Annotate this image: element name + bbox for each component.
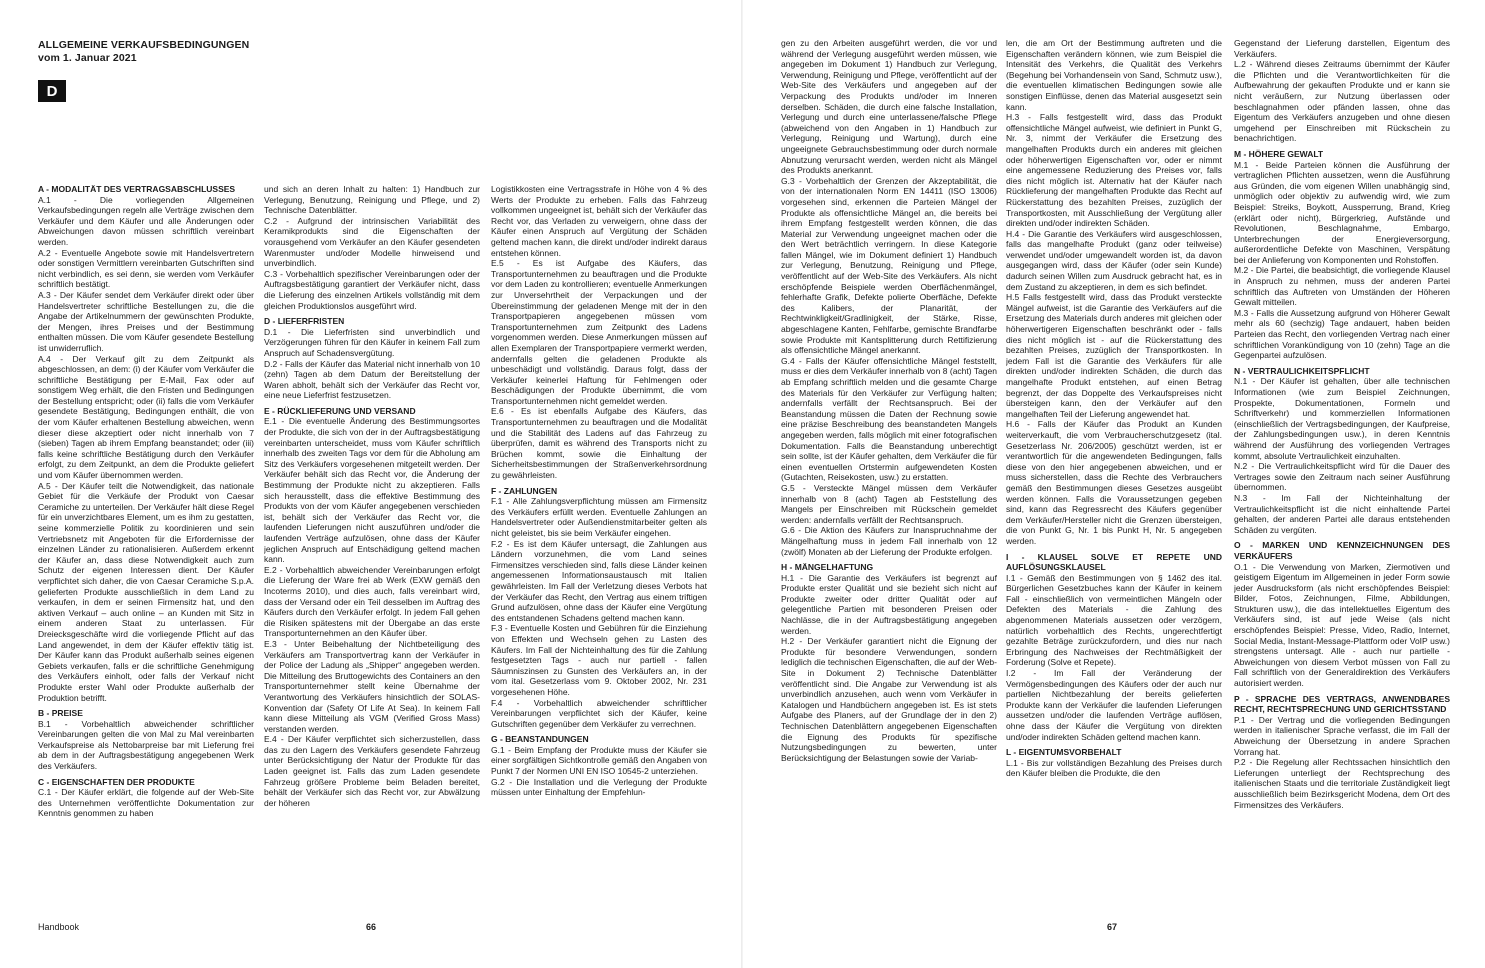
clause-paragraph: C.2 - Aufgrund der intrinsischen Variabilität des Keramikprodukts sind die Eigenschaften der vorausgehend vom Verkäufer an den Käufer gesendeten Warenmuster und/oder Modelle hinweisend und unverbindlich. xyxy=(264,215,480,269)
clause-paragraph: M.3 - Falls die Aussetzung aufgrund von Höherer Gewalt mehr als 60 (sechzig) Tage andauert, haben beiden Parteien das Recht, den vorliegenden Vertrag nach einer schriftlichen Vorankündigung von 10 (zehn) Tage an die Gegenpartei aufzulösen. xyxy=(1234,307,1450,361)
clause-paragraph: H.6 - Falls der Käufer das Produkt an Kunden weiterverkauft, die vom Verbraucherschutzgesetz (ital. Gesetzerlass Nr. 206/2005) geschützt werden, ist er verantwortlich für die angewendeten Bedingungen, falls diese von den hier angegebenen abweichen, und er muss sicherstellen, dass die Rechte des Verbrauchers gemäß den Bestimmungen dieses Gesetzes ausgeübt werden können. Falls die Voraussetzungen gegeben sind, kann das Regressrecht des Käufers gegenüber dem Verkäufer/Hersteller nicht die Grenzen übersteigen, die von Punkt G, Nr. 1 bis Punkt H, Nr. 5 angegeben werden. xyxy=(1006,419,1222,546)
clause-paragraph: D.1 - Die Lieferfristen sind unverbindlich und Verzögerungen führen für den Käufer in keinem Fall zum Anspruch auf Schadensvergütung. xyxy=(264,326,480,358)
document-date: vom 1. Januar 2021 xyxy=(38,52,137,64)
text-column-4 xyxy=(781,38,997,908)
clause-paragraph: G.4 - Falls der Käufer offensichtliche Mängel feststellt, muss er dies dem Verkäufer innerhalb von 8 (acht) Tagen ab Empfang schriftlich melden und die gesamte Charge des Materials für den Verkäufer zur Verfügung halten; andernfalls verfällt der Rechtsanspruch. Bei der Beanstandung müssen die Daten der Rechnung sowie eine präzise Beschreibung des beanstandeten Mangels angegeben werden, falls möglich mit einer fotografischen Dokumentation. Falls die Beanstandung unberechtigt sein sollte, ist der Käufer gehalten, dem Verkäufer die für einen eventuellen Ortstermin aufgewendeten Kosten (Gutachten, Reisekosten, usw.) zu erstatten. xyxy=(781,355,997,483)
section-heading: N - VERTRAULICHKEITSPFLICHT xyxy=(1234,365,1370,376)
clause-paragraph: G.3 - Vorbehaltlich der Grenzen der Akzeptabilität, die von der internationalen Norm EN 14411 (ISO 13006) vorgesehen sind, erkennen die Parteien Mängel der Produkte als offensichtliche Mängel an, die bereits bei ihrem Empfang festgestellt werden können, die das Material zur Verwendung ungeeignet machen oder die den Wert beträchtlich verringern. In diese Kategorie fallen Mängel, wie im Dokument definiert 1) Handbuch zur Verlegung, Benutzung, Reinigung und Pflege, veröffentlicht auf der Web-Site des Verkäufers. Als nicht erschöpfende Beispiele werden Oberflächenmängel, fehlerhafte Grafik, Defekte polierte Oberfläche, Defekte des Kalibers, der Planarität, der Rechtwinkligkeit/Gradlinigkeit, der Stärke, Risse, abgeschlagene Kanten, Fehlfarbe, gemischte Brandfarbe sowie Produkte mit Kantsplitterung durch Rettifizierung als offensichtliche Mängel anerkannt. xyxy=(781,175,997,356)
clause-paragraph: C.1 - Der Käufer erklärt, die folgende auf der Web-Site des Unternehmen veröffentlichte Dokumentation zur Kenntnis genommen zu haben xyxy=(38,787,254,819)
clause-paragraph: H.5 Falls festgestellt wird, dass das Produkt versteckte Mängel aufweist, ist die Garantie des Verkäufers auf die Ersetzung des Materials durch anderes mit gleichen oder höherwertigeren Eigenschaften beschränkt oder - falls dies nicht möglich ist - auf die Rückerstattung des bezahlten Preises, zuzüglich der Transportkosten. In jedem Fall ist die Garantie des Verkäufers für alle direkten und/oder indirekten Schäden, die durch das mangelhafte Produkt entstehen, auf einen Betrag begrenzt, der das Doppelte des Verkaufspreises nicht übersteigen kann, den der Verkäufer auf den mangelhaften Teil der Lieferung angewendet hat. xyxy=(1006,292,1222,419)
section-heading: D - LIEFERFRISTEN xyxy=(264,316,345,327)
clause-paragraph: G.2 - Die Installation und die Verlegung der Produkte müssen unter Einhaltung der Empfehlun- xyxy=(491,776,707,798)
clause-paragraph: I.2 - Im Fall der Veränderung der Vermögensbedingungen des Käufers oder der auch nur partiellen Nichtbezahlung der bereits gelieferten Produkte kann der Verkäufer die laufenden Lieferungen aussetzen und/oder die laufenden Verträge auflösen, ohne dass der Käufer die Vergütung von direkten und/oder indirekten Schäden geltend machen kann. xyxy=(1006,668,1222,742)
section-heading: A - MODALITÄT DES VERTRAGSABSCHLUSSES xyxy=(38,184,236,194)
clause-paragraph: E.4 - Der Käufer verpflichtet sich sicherzustellen, dass das zu den Lagern des Verkäufers gesendete Fahrzeug unter Berücksichtigung der Natur der Produkte für das Laden geeignet ist. Falls das zum Laden gesendete Fahrzeug größere Probleme beim Beladen bereitet, behält der Verkäufer sich das Recht vor, zur Abwälzung der höheren xyxy=(264,734,480,808)
clause-paragraph: P.1 - Der Vertrag und die vorliegenden Bedingungen werden in italienischer Sprache verfasst, die im Fall der Abweichung der Übersetzung in andere Sprachen Vorrang hat. xyxy=(1234,714,1450,757)
clause-paragraph: N.2 - Die Vertraulichkeitspflicht wird für die Dauer des Vertrages sowie den Zeitraum nach seiner Ausführung übernommen. xyxy=(1234,461,1450,493)
clause-paragraph: L.1 - Bis zur vollständigen Bezahlung des Preises durch den Käufer bleiben die Produkte, die den xyxy=(1006,757,1222,779)
clause-paragraph: H.4 - Die Garantie des Verkäufers wird ausgeschlossen, falls das mangelhafte Produkt (ganz oder teilweise) verwendet und/oder umgewandelt worden ist, da davon ausgegangen wird, dass der Käufer (oder sein Kunde) dadurch seinen Willen zum Ausdruck gebracht hat, es in dem Zustand zu akzeptieren, in dem es sich befindet. xyxy=(1006,228,1222,292)
clause-paragraph: G.6 - Die Aktion des Käufers zur Inanspruchnahme der Mängelhaftung muss in jedem Fall innerhalb von 12 (zwölf) Monaten ab der Lieferung der Produkte erfolgen. xyxy=(781,525,997,557)
text-column-5 xyxy=(1006,38,1222,908)
clause-paragraph: G.1 - Beim Empfang der Produkte muss der Käufer sie einer sorgfältigen Sichtkontrolle gemäß den Angaben von Punkt 7 der Normen UNI EN ISO 10545-2 unterziehen. xyxy=(491,744,707,777)
clause-paragraph: B.1 - Vorbehaltlich abweichender schriftlicher Vereinbarungen gelten die von Mal zu Mal vereinbarten Verkaufspreise als Nettobarpreise bar mit Lieferung frei ab dem in der Auftragsbestätigung angegebenen Werk des Verkäufers. xyxy=(38,718,254,772)
text-column-2 xyxy=(264,184,480,908)
clause-paragraph: F.3 - Eventuelle Kosten und Gebühren für die Einziehung von Effekten und Wechseln gehen zu Lasten des Käufers. Im Fall der Nichteinhaltung des für die Zahlung festgesetzten Tags - auch nur partiell - fallen Säumniszinsen zu Gunsten des Verkäufers an, in der vom ital. Gesetzerlass vom 9. Oktober 2002, Nr. 231 vorgesehenen Höhe. xyxy=(491,623,707,697)
clause-paragraph: len, die am Ort der Bestimmung auftreten und die Eigenschaften verändern können, wie zum Beispiel die Intensität des Verkehrs, die Qualität des Verkehrs (Begehung bei Vorhandensein von Sand, Schmutz usw.), die eventuellen klimatischen Bedingungen sowie alle sonstigen Einflüsse, denen das Material ausgesetzt sein kann. xyxy=(1006,38,1222,112)
clause-paragraph: H.3 - Falls festgestellt wird, dass das Produkt offensichtliche Mängel aufweist, wie definiert in Punkt G, Nr. 3, nimmt der Verkäufer die Ersetzung des mangelhaften Produkts durch ein anderes mit gleichen oder höherwertigen Eigenschaften vor, oder er nimmt eine angemessene Reduzierung des Preises vor, falls dies nicht möglich ist. Alternativ hat der Käufer nach Rücklieferung der mangelhaften Produkte das Recht auf Rückerstattung des bezahlten Preises, zuzüglich der Transportkosten, mit Ausschließung der Vergütung aller direkten und/oder indirekten Schäden. xyxy=(1006,112,1222,229)
clause-paragraph: Gegenstand der Lieferung darstellen, Eigentum des Verkäufers. xyxy=(1234,38,1450,59)
clause-paragraph: C.3 - Vorbehaltlich spezifischer Vereinbarungen oder der Auftragsbestätigung garantiert der Verkäufer nicht, dass die Lieferung des einzelnen Artikels vollständig mit dem gleichen Produktionslos ausgeführt wird. xyxy=(264,268,480,311)
section-heading: H - MÄNGELHAFTUNG xyxy=(781,562,874,573)
clause-paragraph: D.2 - Falls der Käufer das Material nicht innerhalb von 10 (zehn) Tagen ab dem Datum der Bereitstellung der Waren abholt, behält sich der Verkäufer das Recht vor, eine neue Lieferfrist festzusetzen. xyxy=(264,358,480,401)
clause-paragraph: gen zu den Arbeiten ausgeführt werden, die vor und während der Verlegung ausgeführt werden müssen, wie angegeben im Dokument 1) Handbuch zur Verlegung, Verwendung, Reinigung und Pflege, veröffentlicht auf der Web-Site des Verkäufers und angegeben auf der Verpackung des Produkts und/oder im Inneren derselben. Schäden, die durch eine falsche Installation, Verlegung und durch eine unterlassene/falsche Pflege (abweichend von den Angaben in 1) Handbuch zur Verlegung, Reinigung und Wartung), durch eine ungeeignete Gebrauchsbestimmung oder durch normale Abnutzung verursacht werden, werden nicht als Mängel des Produkts anerkannt. xyxy=(781,38,997,176)
clause-paragraph: F.2 - Es ist dem Käufer untersagt, die Zahlungen aus Ländern vorzunehmen, die vom Land seines Firmensitzes verschieden sind, falls diese Länder keinen angemessenen Informationsaustausch mit Italien gewährleisten. Im Fall der Verletzung dieses Verbots hat der Verkäufer das Recht, den Vertrag aus einem triftigen Grund aufzulösen, ohne dass der Käufer eine Vergütung des entstandenen Schadens geltend machen kann. xyxy=(491,538,707,623)
clause-paragraph: P.2 - Die Regelung aller Rechtssachen hinsichtlich den Lieferungen unterliegt der Rechtsprechung des italienischen Staats und die territoriale Zuständigkeit liegt ausschließlich beim Bezirksgericht Modena, dem Ort des Firmensitzes des Verkäufers. xyxy=(1234,757,1450,810)
language-badge: D xyxy=(38,80,66,102)
clause-paragraph: M.2 - Die Partei, die beabsichtigt, die vorliegende Klausel in Anspruch zu nehmen, muss der anderen Partei schriftlich das Auftreten von Umständen der Höheren Gewalt mitteilen. xyxy=(1234,265,1450,308)
section-heading: F - ZAHLUNGEN xyxy=(491,485,558,496)
text-column-6 xyxy=(1234,38,1450,908)
section-heading: M - HÖHERE GEWALT xyxy=(1234,148,1324,159)
section-heading: G - BEANSTANDUNGEN xyxy=(491,734,589,745)
section-heading: B - PREISE xyxy=(38,708,83,719)
page-gutter xyxy=(741,0,743,968)
section-heading: L - EIGENTUMSVORBEHALT xyxy=(1006,747,1122,758)
clause-paragraph: L.2 - Während dieses Zeitraums übernimmt der Käufer die Pflichten und die Verantwortlichkeiten für die Aufbewahrung der gekauften Produkte und er kann sie nicht veräußern, zur Nutzung überlassen oder beschlagnahmen oder pfänden lassen, ohne das Eigentum des Verkäufers anzugeben und ohne diesen umgehend per Einschreiben mit Rückschein zu benachrichtigen. xyxy=(1234,59,1450,144)
clause-paragraph: N.1 - Der Käufer ist gehalten, über alle technischen Informationen (wie zum Beispiel Zeichnungen, Prospekte, Dokumentationen, Formeln und Schriftverkehr) und kommerziellen Informationen (einschließlich der Vertragsbedingungen, der Kaufpreise, der Zahlungsbedingungen usw.), in deren Kenntnis während der Ausführung des vorliegenden Vertrages kommt, absolute Vertraulichkeit einzuhalten. xyxy=(1234,376,1450,461)
page-number-right: 67 xyxy=(1107,922,1118,932)
clause-paragraph: A.2 - Eventuelle Angebote sowie mit Handelsvertretern oder sonstigen Vermittlern vereinbarten Gutschriften sind nicht verbindlich, es sei denn, sie werden vom Verkäufer schriftlich bestätigt. xyxy=(38,247,254,290)
clause-paragraph: E.5 - Es ist Aufgabe des Käufers, das Transportunternehmen zu beauftragen und die Produkte vor dem Laden zu kontrollieren; eventuelle Anmerkungen zur Unversehrtheit der Verpackungen und der Übereinstimmung der geladenen Menge mit der in den Transportpapieren angegebenen müssen vom Transportunternehmen zum Zeitpunkt des Ladens vorgenommen werden. Diese Anmerkungen müssen auf allen Exemplaren der Transportpapiere vermerkt werden, andernfalls gelten die geladenen Produkte als unbeschädigt und vollständig. Daraus folgt, dass der Verkäufer keinerlei Haftung für Fehlmengen oder Beschädigungen der Produkte übernimmt, die vom Transportunternehmen nicht gemeldet werden. xyxy=(491,258,707,406)
clause-paragraph: A.5 - Der Käufer teilt die Notwendigkeit, das nationale Gebiet für die Verkäufe der Produkt von Caesar Ceramiche zu unterteilen. Der Verkäufer hält diese Regel für ein unverzichtbares Element, um es ihm zu gestatten, seine kommerzielle Politik zu koordinieren und sein Vertriebsnetz mit Angeboten für die Erfordernisse der einzelnen Länder zu rationalisieren. Außerdem erkennt der Käufer an, dass diese Notwendigkeit auch zum Schutz der eigenen Interessen dient. Der Käufer verpflichtet sich daher, die von Caesar Ceramiche S.p.A. gelieferten Produkte ausschließlich in dem Land zu verkaufen, in dem er seinen Firmensitz hat, und den aktiven Verkauf – auch online – an Kunden mit Sitz in einem anderen Staat zu unterlassen. Für Dreiecksgeschäfte wird die vorliegende Pflicht auf das Land angewendet, in dem der Käufer effektiv tätig ist. Der Käufer kann das Produkt außerhalb seines eigenen Gebiets verkaufen, falls er die schriftliche Genehmigung des Verkäufers einholt, oder falls der Verkauf nicht Produkte erster Wahl oder Produkte außerhalb der Produktion betrifft. xyxy=(38,480,254,703)
document-title-block xyxy=(38,39,249,65)
clause-paragraph: E.1 - Die eventuelle Änderung des Bestimmungsortes der Produkte, die sich von der in der Auftragsbestätigung vereinbarten unterscheidet, muss vom Käufer schriftlich innerhalb des zweiten Tags vor dem für die Abholung am Sitz des Verkäufers vorgesehenen mitgeteilt werden. Der Verkäufer behält sich das Recht vor, die Änderung der Bestimmung der Produkte nicht zu akzeptieren. Falls sich herausstellt, dass die effektive Bestimmung des Produkts von der vom Käufer angegebenen verschieden ist, behält sich der Verkäufer das Recht vor, die laufenden Lieferungen nicht auszuführen und/oder die laufenden Verträge aufzulösen, ohne dass der Käufer jeglichen Anspruch auf Entschädigung geltend machen kann. xyxy=(264,416,480,565)
clause-paragraph: M.1 - Beide Parteien können die Ausführung der vertraglichen Pflichten aussetzen, wenn die Ausführung aus Gründen, die vom eigenen Willen unabhängig sind, unmöglich oder objektiv zu aufwendig wird, wie zum Beispiel: Streiks, Boykott, Aussperrung, Brand, Krieg (erklärt oder nicht), Bürgerkrieg, Aufstände und Revolutionen, Beschlagnahme, Embargo, Unterbrechungen der Energieversorgung, außerordentliche Defekte von Maschinen, Verspätung bei der Anlieferung von Komponenten und Rohstoffen. xyxy=(1234,159,1450,265)
text-column-3 xyxy=(491,184,707,908)
section-heading: I - KLAUSEL SOLVE ET REPETE UND AUFLÖSUNGSKLAUSEL xyxy=(1006,551,1222,573)
clause-paragraph: H.2 - Der Verkäufer garantiert nicht die Eignung der Produkte für besondere Verwendungen, sondern lediglich die technischen Eigenschaften, die auf der Web-Site in Dokument 2) Technische Datenblätter veröffentlicht sind. Die Angabe zur Verwendung ist als unverbindlich anzusehen, auch wenn vom Verkäufer in Katalogen und Handbüchern angegeben ist. Es ist stets Aufgabe des Planers, auf der Grundlage der in den 2) Technischen Datenblättern angegebenen Eigenschaften die Eignung des Produkts für spezifische Nutzungsbedingungen zu bewerten, unter Berücksichtigung der Belastungen sowie der Variab- xyxy=(781,636,997,763)
clause-paragraph: N.3 - Im Fall der Nichteinhaltung der Vertraulichkeitspflicht ist die nicht einhaltende Partei gehalten, der anderen Partei alle daraus entstehenden Schäden zu vergüten. xyxy=(1234,492,1450,535)
clause-paragraph: F.4 - Vorbehaltlich abweichender schriftlicher Vereinbarungen verpflichtet sich der Käufer, keine Gutschriften gegenüber dem Verkäufer zu verrechnen. xyxy=(491,697,707,729)
section-heading: P - SPRACHE DES VERTRAGS, ANWENDBARES RECHT, RECHTSPRECHUNG UND GERICHTSSTAND xyxy=(1234,693,1450,715)
clause-paragraph: E.2 - Vorbehaltlich abweichender Vereinbarungen erfolgt die Lieferung der Ware frei ab Werk (EXW gemäß den Incoterms 2010), und dies auch, falls vereinbart wird, dass der Versand oder ein Teil desselben im Auftrag des Käufers durch den Verkäufer erfolgt. In jedem Fall gehen die Risiken spätestens mit der Übergabe an das erste Transportunternehmen an den Käufer über. xyxy=(264,564,480,639)
clause-paragraph: G.5 - Versteckte Mängel müssen dem Verkäufer innerhalb von 8 (acht) Tagen ab Feststellung des Mangels per Einschreiben mit Rückschein gemeldet werden: andernfalls verfällt der Rechtsanspruch. xyxy=(781,482,997,525)
clause-paragraph: A.3 - Der Käufer sendet dem Verkäufer direkt oder über Handelsvertreter schriftliche Bestellungen zu, die die Angabe der Artikelnummern der gewünschten Produkte, der Mengen, ihres Preises und der Bestimmung enthalten müssen. Die vom Käufer gesendete Bestellung ist unwiderruflich. xyxy=(38,289,254,353)
clause-paragraph: und sich an deren Inhalt zu halten: 1) Handbuch zur Verlegung, Benutzung, Reinigung und Pflege, und 2) Technische Datenblätter. xyxy=(264,184,480,216)
clause-paragraph: F.1 - Alle Zahlungsverpflichtung müssen am Firmensitz des Verkäufers erfüllt werden. Eventuelle Zahlungen an Handelsvertreter oder Außendienstmitarbeiter gelten als nicht geleistet, bis sie beim Verkäufer eingehen. xyxy=(491,496,707,538)
clause-paragraph: Logistikkosten eine Vertragsstrafe in Höhe von 4 % des Werts der Produkte zu erheben. Falls das Fahrzeug vollkommen ungeeignet ist, behält sich der Verkäufer das Recht vor, das Verladen zu verweigern, ohne dass der Käufer einen Anspruch auf Vergütung der Schäden geltend machen kann, die direkt und/oder indirekt daraus entstehen können. xyxy=(491,184,707,258)
clause-paragraph: A.4 - Der Verkauf gilt zu dem Zeitpunkt als abgeschlossen, an dem: (i) der Käufer vom Verkäufer die schriftliche Bestätigung per E-Mail, Fax oder auf sonstigem Weg erhält, die den Fristen und Bedingungen der Bestellung entspricht; oder (ii) falls die vom Verkäufer gesendete Bestätigung, Bedingungen enthält, die von der vom Käufer erhaltenen Bestellung abweichen, wenn dieser diese akzeptiert oder nicht innerhalb von 7 (sieben) Tagen ab ihrem Empfang beanstandet; oder (iii) falls keine schriftliche Bestätigung durch den Verkäufer erfolgt, zu dem Zeitpunkt, an dem die Produkte geliefert und vom Käufer übernommen werden. xyxy=(38,353,254,481)
footer-handbook: Handbook xyxy=(38,922,80,932)
clause-paragraph: I.1 - Gemäß den Bestimmungen von § 1462 des ital. Bürgerlichen Gesetzbuches kann der Käufer in keinem Fall - einschließlich von vermeintlichen Mängeln oder Defekten des Materials - die Zahlung des abgenommenen Materials aussetzen oder verzögern, natürlich vorbehaltlich des Rechts, ungerechtfertigt gezahlte Beträge zurückzufordern, und dies nur nach Erbringung des Nachweises der Rechtmäßigkeit der Forderung (Solve et Repete). xyxy=(1006,572,1222,668)
section-heading: C - EIGENSCHAFTEN DER PRODUKTE xyxy=(38,776,195,787)
section-heading: E - RÜCKLIEFERUNG UND VERSAND xyxy=(264,405,416,416)
clause-paragraph: O.1 - Die Verwendung von Marken, Ziermotiven und geistigem Eigentum im Allgemeinen in jeder Form sowie jeder Ausdrucksform (als nicht erschöpfendes Beispiel: Bilder, Fotos, Zeichnungen, Filme, Abbildungen, Strukturen usw.), die das intellektuelles Eigentum des Verkäufers sind, ist auf jede Weise (als nicht erschöpfendes Beispiel: Presse, Video, Radio, Internet, Social Media, Instant-Message-Plattform oder VoIP usw.) strengstens untersagt. Alle - auch nur partielle - Abweichungen von diesem Verbot müssen von Fall zu Fall schriftlich von der Generaldirektion des Verkäufers autorisiert werden. xyxy=(1234,561,1450,689)
section-heading: O - MARKEN UND KENNZEICHNUNGEN DES VERKÄUFERS xyxy=(1234,540,1450,561)
text-column-1 xyxy=(38,184,254,908)
clause-paragraph: E.6 - Es ist ebenfalls Aufgabe des Käufers, das Transportunternehmen zu beauftragen und die Modalität und die Stabilität des Ladens auf das Fahrzeug zu überprüfen, damit es während des Transports nicht zu Brüchen kommt, sowie die Einhaltung der Sicherheitsbestimmungen der Straßenverkehrsordnung zu gewährleisten. xyxy=(491,406,707,481)
clause-paragraph: E.3 - Unter Beibehaltung der Nichtbeteiligung des Verkäufers am Transportvertrag kann der Verkäufer in der Police der Ladung als „Shipper“ angegeben werden. Die Mitteilung des Bruttogewichts des Containers an den Transportunternehmer stellt keine Übernahme der Verantwortung des Verkäufers hinsichtlich der SOLAS-Konvention dar (Safety Of Life At Sea). In keinem Fall kann diese Mitteilung als VGM (Verified Gross Mass) verstanden werden. xyxy=(264,638,480,734)
clause-paragraph: A.1 - Die vorliegenden Allgemeinen Verkaufsbedingungen regeln alle Verträge zwischen dem Verkäufer und dem Käufer und alle Änderungen oder Abweichungen davon müssen schriftlich vereinbart werden. xyxy=(38,194,254,247)
page-number-left: 66 xyxy=(366,922,377,932)
clause-paragraph: H.1 - Die Garantie des Verkäufers ist begrenzt auf Produkte erster Qualität und sie bezieht sich nicht auf Produkte zweiter oder dritter Qualität oder auf gelegentliche Partien mit besonderen Preisen oder Nachlässe, die in der Auftragsbestätigung angegeben werden. xyxy=(781,572,997,636)
document-title: ALLGEMEINE VERKAUFSBEDINGUNGEN xyxy=(38,39,250,51)
